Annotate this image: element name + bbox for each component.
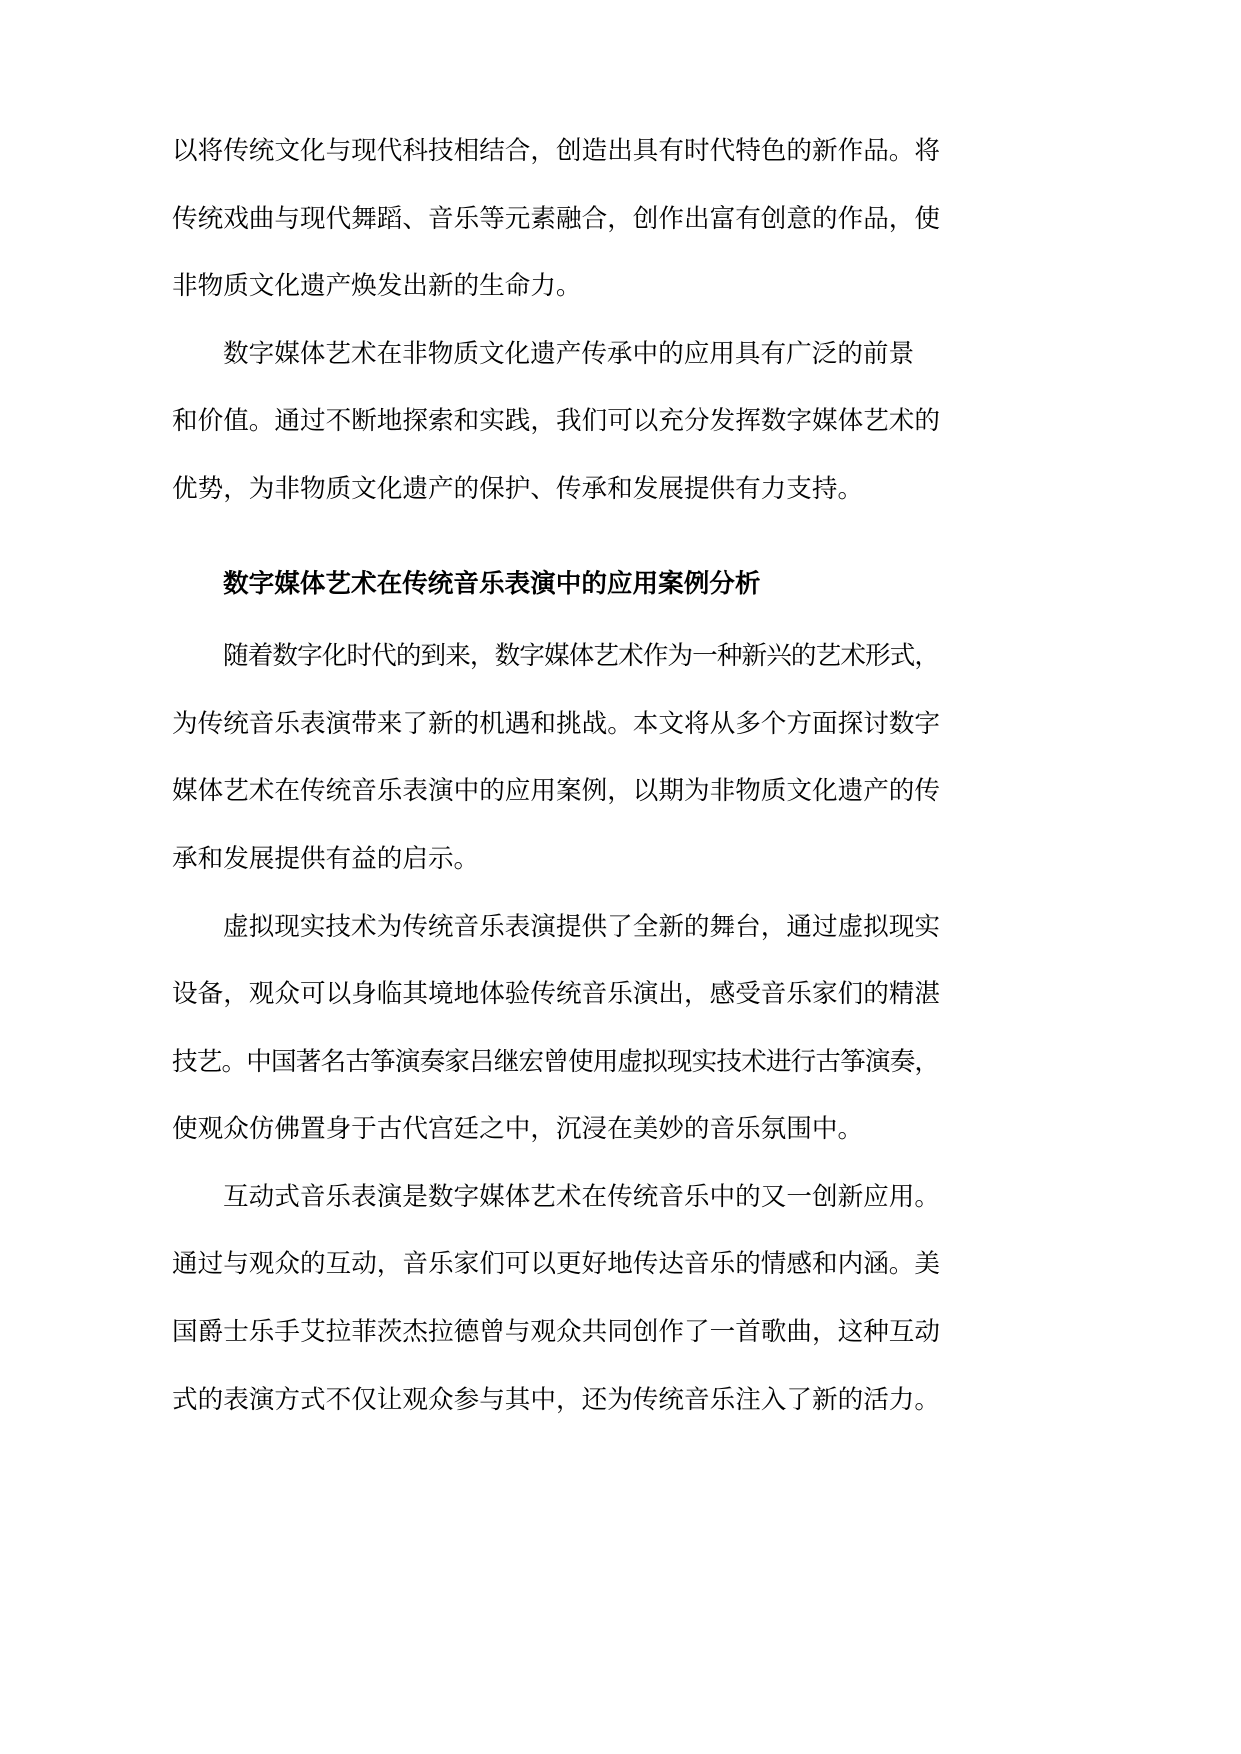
text-line: 国爵士乐手艾拉菲茨杰拉德曾与观众共同创作了一首歌曲，这种互动 (172, 1317, 940, 1348)
paragraph (172, 118, 940, 321)
text-line: 承和发展提供有益的启示。 (172, 843, 480, 874)
text-line: 通过与观众的互动，音乐家们可以更好地传达音乐的情感和内涵。美 (172, 1249, 940, 1280)
text-line: 互动式音乐表演是数字媒体艺术在传统音乐中的又一创新应用。 (223, 1181, 940, 1212)
text-line: 使观众仿佛置身于古代宫廷之中，沉浸在美妙的音乐氛围中。 (172, 1114, 864, 1145)
text-line: 为传统音乐表演带来了新的机遇和挑战。本文将从多个方面探讨数字 (172, 708, 940, 739)
text-line: 传统戏曲与现代舞蹈、音乐等元素融合，创作出富有创意的作品，使 (172, 203, 940, 234)
text-line: 式的表演方式不仅让观众参与其中，还为传统音乐注入了新的活力。 (172, 1384, 940, 1415)
text-line: 随着数字化时代的到来，数字媒体艺术作为一种新兴的艺术形式， (223, 641, 940, 672)
paragraph (172, 1164, 940, 1434)
paragraph (172, 894, 940, 1164)
section-heading: 数字媒体艺术在传统音乐表演中的应用案例分析 (223, 569, 761, 600)
paragraph (172, 623, 940, 893)
text-line: 和价值。通过不断地探索和实践，我们可以充分发挥数字媒体艺术的 (172, 406, 940, 437)
paragraph (172, 321, 940, 524)
text-line: 数字媒体艺术在非物质文化遗产传承中的应用具有广泛的前景 (223, 338, 915, 369)
text-line: 技艺。中国著名古筝演奏家吕继宏曾使用虚拟现实技术进行古筝演奏， (172, 1046, 940, 1077)
text-line: 设备，观众可以身临其境地体验传统音乐演出，感受音乐家们的精湛 (172, 979, 940, 1010)
document-body (172, 118, 940, 1434)
text-line: 以将传统文化与现代科技相结合，创造出具有时代特色的新作品。将 (172, 136, 940, 166)
text-line: 虚拟现实技术为传统音乐表演提供了全新的舞台，通过虚拟现实 (223, 911, 940, 942)
text-line: 非物质文化遗产焕发出新的生命力。 (172, 271, 582, 302)
text-line: 媒体艺术在传统音乐表演中的应用案例，以期为非物质文化遗产的传 (172, 776, 940, 807)
text-line: 优势，为非物质文化遗产的保护、传承和发展提供有力支持。 (172, 473, 864, 504)
